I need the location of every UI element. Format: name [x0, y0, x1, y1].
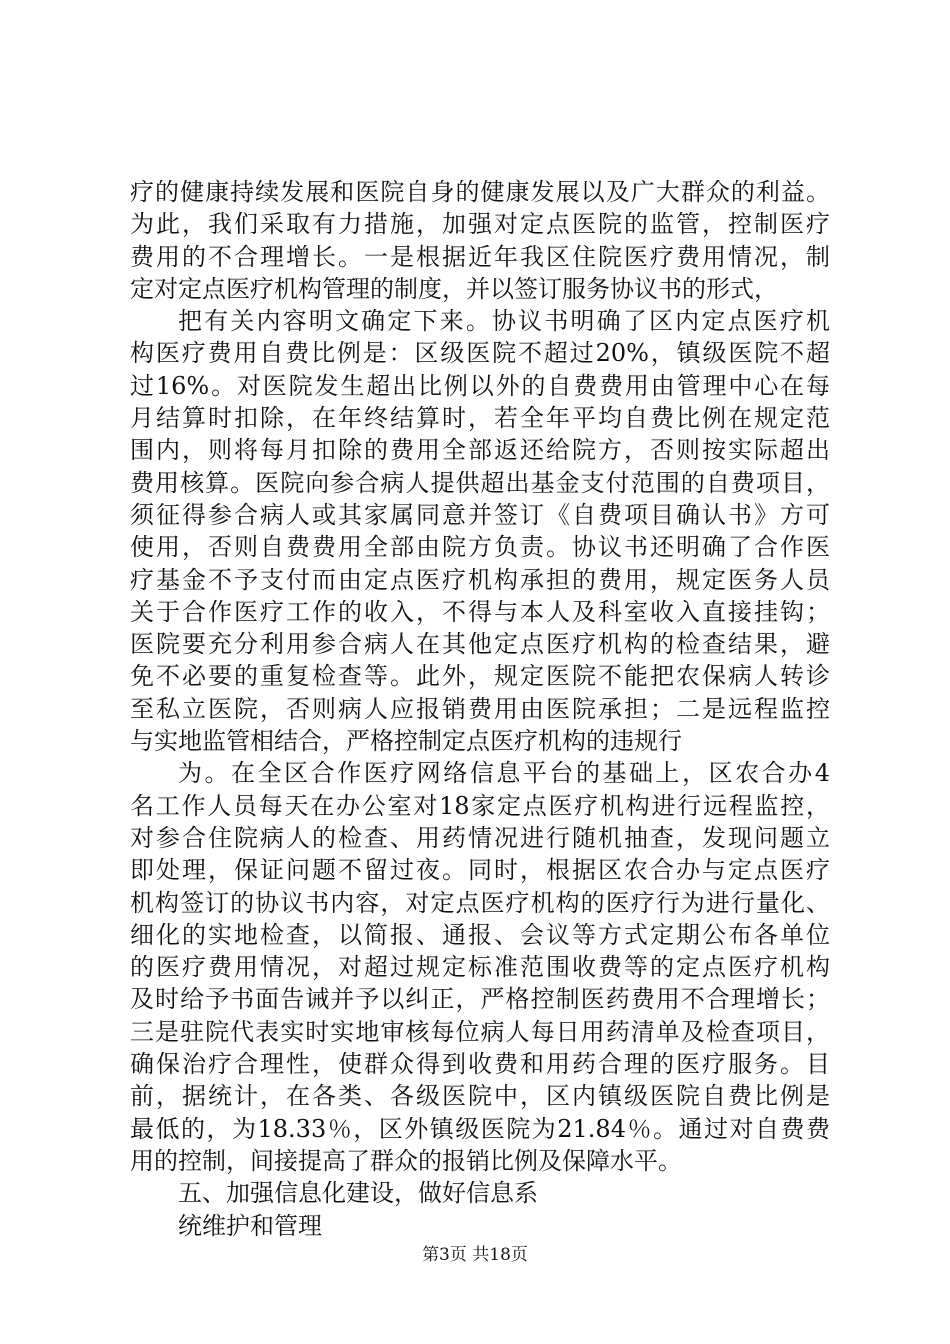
text-line: 须征得参合病人或其家属同意并签订《自费项目确认书》方可	[130, 500, 830, 529]
text-line: 疗基金不予支付而由定点医疗机构承担的费用，规定医务人员	[130, 565, 830, 594]
text-line: 前，据统计，在各类、各级医院中，区内镇级医院自费比例是	[130, 1082, 830, 1111]
text-line: 的医疗费用情况，对超过规定标准范围收费等的定点医疗机构	[130, 953, 830, 982]
text-line: 费用核算。医院向参合病人提供超出基金支付范围的自费项目，	[130, 468, 830, 497]
page-footer: 第3页 共18页	[422, 1245, 528, 1265]
text-line: 月结算时扣除，在年终结算时，若全年平均自费比例在规定范	[130, 404, 830, 433]
text-line: 医院要充分利用参合病人在其他定点医疗机构的检查结果，避	[130, 630, 830, 659]
text-line: 用的控制，间接提高了群众的报销比例及保障水平。	[130, 1146, 682, 1175]
text-line: 费用的不合理增长。一是根据近年我区住院医疗费用情况，制	[130, 242, 830, 271]
text-line: 至私立医院，否则病人应报销费用由医院承担；二是远程监控	[130, 694, 830, 723]
text-line: 最低的，为18.33％，区外镇级医院为21.84％。通过对自费费	[130, 1114, 830, 1143]
text-line: 五、加强信息化建设，做好信息系	[178, 1179, 538, 1208]
text-line: 细化的实地检查，以简报、通报、会议等方式定期公布各单位	[130, 920, 830, 949]
text-line: 三是驻院代表实时实地审核每位病人每日用药清单及检查项目，	[130, 1017, 830, 1046]
text-line: 过16%。对医院发生超出比例以外的自费费用由管理中心在每	[130, 371, 830, 400]
text-line: 疗的健康持续发展和医院自身的健康发展以及广大群众的利益。	[130, 178, 830, 206]
text-line: 使用，否则自费费用全部由院方负责。协议书还明确了合作医	[130, 533, 830, 562]
text-line: 免不必要的重复检查等。此外，规定医院不能把农保病人转诊	[130, 662, 830, 691]
text-line: 机构签订的协议书内容，对定点医疗机构的医疗行为进行量化、	[130, 888, 830, 917]
text-line: 为。在全区合作医疗网络信息平台的基础上，区农合办4	[178, 759, 830, 788]
text-line: 把有关内容明文确定下来。协议书明确了区内定点医疗机	[178, 307, 830, 336]
text-line: 即处理，保证问题不留过夜。同时，根据区农合办与定点医疗	[130, 856, 830, 885]
text-line: 构医疗费用自费比例是：区级医院不超过20%，镇级医院不超	[130, 339, 830, 368]
text-line: 围内，则将每月扣除的费用全部返还给院方，否则按实际超出	[130, 436, 830, 465]
text-line: 统维护和管理	[178, 1211, 322, 1240]
text-line: 与实地监管相结合，严格控制定点医疗机构的违规行	[130, 727, 682, 756]
text-line: 为此，我们采取有力措施，加强对定点医院的监管，控制医疗	[130, 210, 830, 239]
text-line: 及时给予书面告诫并予以纠正，严格控制医药费用不合理增长；	[130, 985, 830, 1014]
text-line: 定对定点医疗机构管理的制度，并以签订服务协议书的形式，	[130, 274, 778, 303]
body-text	[130, 176, 830, 1242]
text-line: 关于合作医疗工作的收入，不得与本人及科室收入直接挂钩；	[130, 597, 830, 626]
text-line: 对参合住院病人的检查、用药情况进行随机抽查，发现问题立	[130, 823, 830, 852]
text-line: 确保治疗合理性，使群众得到收费和用药合理的医疗服务。目	[130, 1050, 830, 1079]
text-line: 名工作人员每天在办公室对18家定点医疗机构进行远程监控，	[130, 791, 830, 820]
